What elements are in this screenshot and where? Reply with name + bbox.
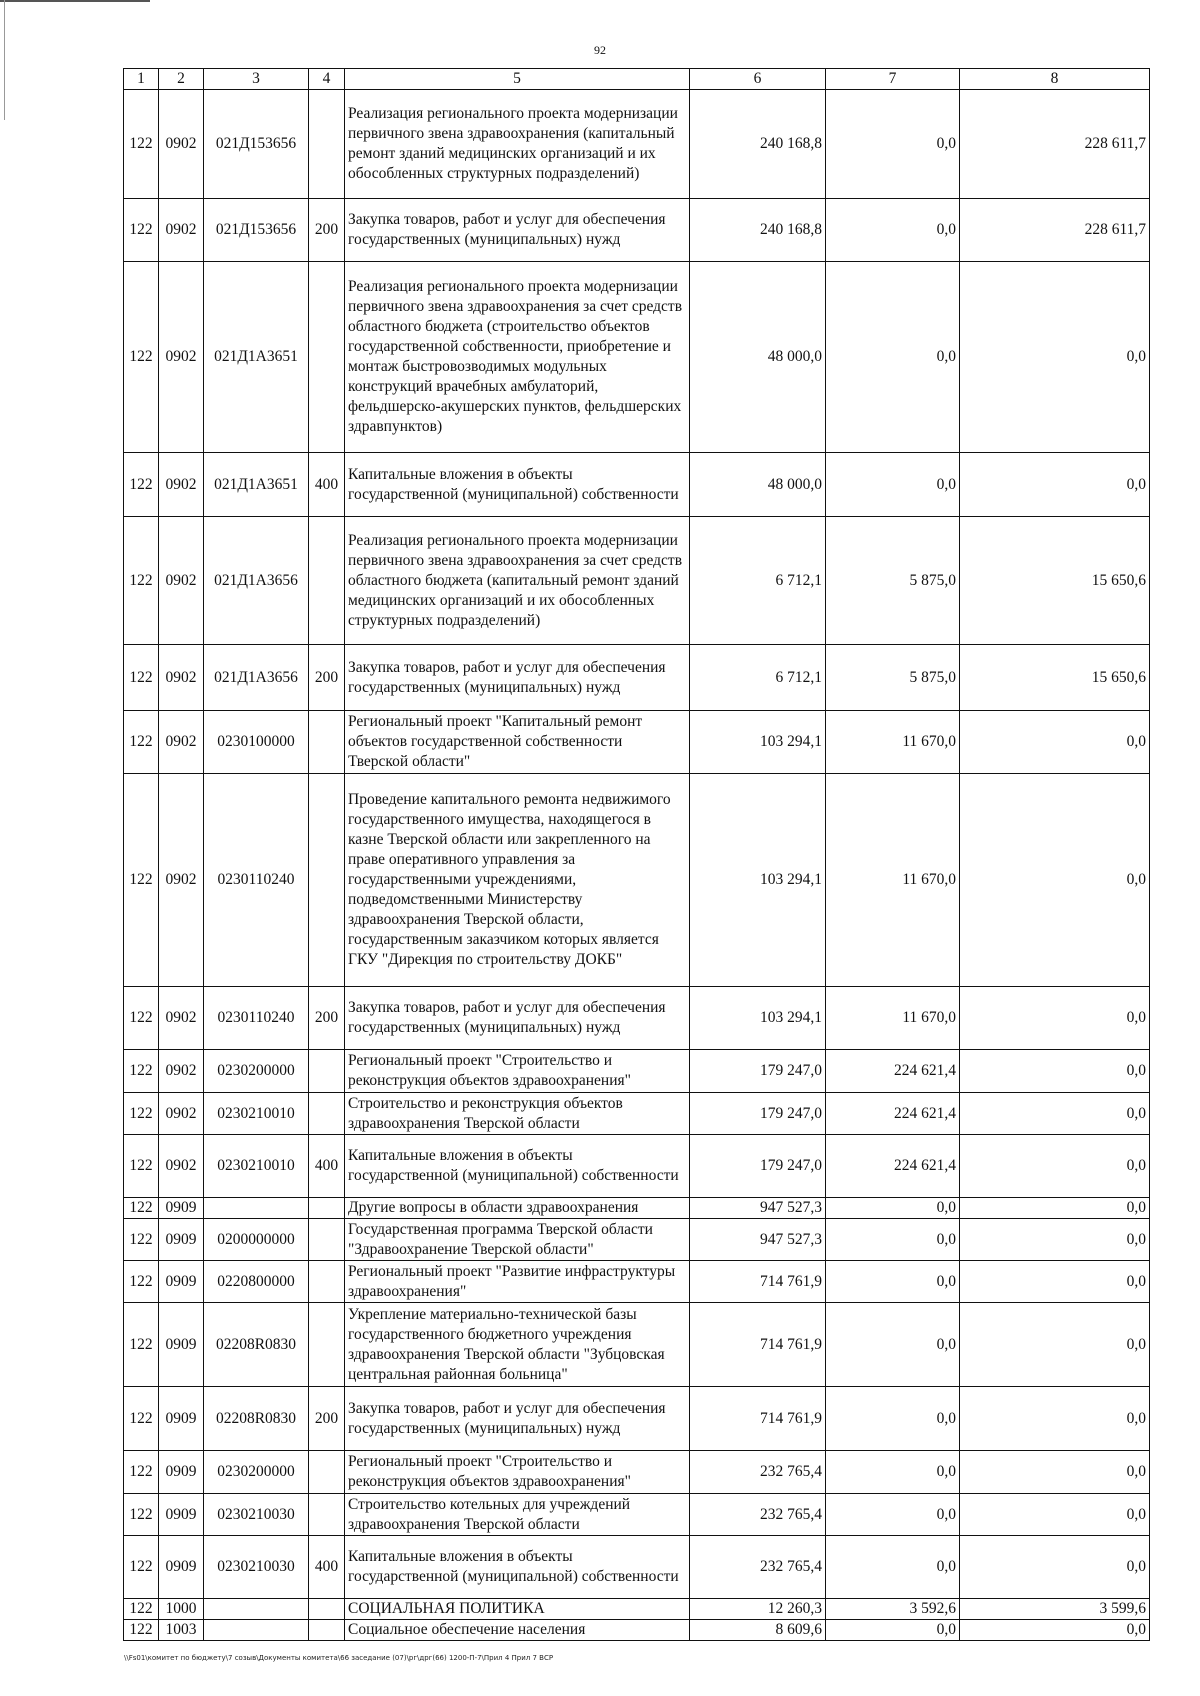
- header-row: [124, 69, 1150, 90]
- cell-description: Укрепление материально-технической базы государственного бюджетного учреждения здравоохранения Тверской области "Зубцовская центральная районная больница": [345, 1303, 690, 1387]
- cell-description: Строительство котельных для учреждений здравоохранения Тверской области: [345, 1494, 690, 1536]
- cell-section-code: 0902: [159, 774, 204, 987]
- table-row: [124, 1050, 1150, 1093]
- cell-ministry-code: 122: [124, 1050, 159, 1093]
- cell-amount-8: 0,0: [960, 1536, 1150, 1599]
- cell-amount-7: 0,0: [826, 199, 960, 262]
- cell-target-code: [204, 1620, 309, 1641]
- cell-target-code: 02208R0830: [204, 1303, 309, 1387]
- cell-amount-8: 15 650,6: [960, 645, 1150, 711]
- cell-amount-7: 0,0: [826, 1451, 960, 1494]
- cell-amount-6: 714 761,9: [690, 1387, 826, 1451]
- cell-ministry-code: 122: [124, 90, 159, 199]
- scan-artifact-line: [0, 0, 150, 2]
- cell-expense-type: [309, 1050, 345, 1093]
- cell-ministry-code: 122: [124, 1303, 159, 1387]
- cell-amount-6: 6 712,1: [690, 645, 826, 711]
- cell-description: Другие вопросы в области здравоохранения: [345, 1198, 690, 1219]
- cell-expense-type: [309, 1303, 345, 1387]
- table-row: [124, 1536, 1150, 1599]
- cell-amount-7: 0,0: [826, 1198, 960, 1219]
- cell-section-code: 0902: [159, 453, 204, 517]
- cell-amount-6: 714 761,9: [690, 1303, 826, 1387]
- cell-section-code: 0902: [159, 1093, 204, 1135]
- budget-table: [123, 68, 1150, 1641]
- cell-ministry-code: 122: [124, 774, 159, 987]
- cell-amount-7: 224 621,4: [826, 1135, 960, 1198]
- cell-section-code: 1000: [159, 1599, 204, 1620]
- cell-amount-6: 947 527,3: [690, 1198, 826, 1219]
- scan-artifact-edge: [4, 0, 5, 120]
- cell-amount-6: 103 294,1: [690, 987, 826, 1050]
- cell-amount-6: 6 712,1: [690, 517, 826, 645]
- cell-ministry-code: 122: [124, 453, 159, 517]
- cell-target-code: 0230110240: [204, 987, 309, 1050]
- column-header-5: 5: [345, 69, 690, 90]
- cell-expense-type: [309, 1093, 345, 1135]
- cell-description: Капитальные вложения в объекты государственной (муниципальной) собственности: [345, 1135, 690, 1198]
- cell-expense-type: [309, 517, 345, 645]
- cell-amount-6: 179 247,0: [690, 1135, 826, 1198]
- cell-target-code: 021Д1А3651: [204, 453, 309, 517]
- cell-amount-6: 12 260,3: [690, 1599, 826, 1620]
- cell-ministry-code: 122: [124, 1198, 159, 1219]
- table-row: [124, 1303, 1150, 1387]
- cell-expense-type: 400: [309, 1536, 345, 1599]
- cell-amount-6: 103 294,1: [690, 774, 826, 987]
- cell-amount-8: 0,0: [960, 1451, 1150, 1494]
- table-row: [124, 1451, 1150, 1494]
- cell-ministry-code: 122: [124, 645, 159, 711]
- column-header-3: 3: [204, 69, 309, 90]
- cell-target-code: 021Д153656: [204, 199, 309, 262]
- cell-description: Реализация регионального проекта модернизации первичного звена здравоохранения (капитальный ремонт зданий медицинских организаций и их обособленных структурных подразделений): [345, 90, 690, 199]
- cell-amount-8: 0,0: [960, 711, 1150, 774]
- cell-target-code: 0220800000: [204, 1261, 309, 1303]
- cell-amount-6: 232 765,4: [690, 1536, 826, 1599]
- cell-amount-7: 0,0: [826, 1303, 960, 1387]
- table-row: [124, 262, 1150, 453]
- table-row: [124, 199, 1150, 262]
- cell-ministry-code: 122: [124, 1387, 159, 1451]
- cell-description: Региональный проект "Капитальный ремонт объектов государственной собственности Тверской области": [345, 711, 690, 774]
- cell-expense-type: [309, 1599, 345, 1620]
- cell-amount-8: 3 599,6: [960, 1599, 1150, 1620]
- cell-amount-7: 0,0: [826, 262, 960, 453]
- column-header-7: 7: [826, 69, 960, 90]
- cell-amount-8: 0,0: [960, 1093, 1150, 1135]
- cell-amount-8: 228 611,7: [960, 199, 1150, 262]
- footer-file-path: \\Fs01\комитет по бюджету\7 созыв\Документы комитета\66 заседание (07)\рг\дрг(66) 1200-П-7\Прил 4 Прил 7 ВСР: [124, 1654, 554, 1662]
- cell-expense-type: [309, 1451, 345, 1494]
- cell-target-code: 021Д153656: [204, 90, 309, 199]
- cell-section-code: 0902: [159, 1135, 204, 1198]
- table-row: [124, 987, 1150, 1050]
- cell-amount-8: 0,0: [960, 453, 1150, 517]
- cell-amount-8: 0,0: [960, 1303, 1150, 1387]
- cell-expense-type: 200: [309, 199, 345, 262]
- cell-expense-type: 200: [309, 987, 345, 1050]
- cell-description: Региональный проект "Строительство и реконструкция объектов здравоохранения": [345, 1050, 690, 1093]
- cell-description: Закупка товаров, работ и услуг для обеспечения государственных (муниципальных) нужд: [345, 645, 690, 711]
- cell-ministry-code: 122: [124, 1599, 159, 1620]
- cell-section-code: 0902: [159, 90, 204, 199]
- cell-amount-7: 224 621,4: [826, 1093, 960, 1135]
- cell-amount-7: 0,0: [826, 1387, 960, 1451]
- table-row: [124, 1494, 1150, 1536]
- cell-target-code: 021Д1А3656: [204, 645, 309, 711]
- table-row: [124, 1219, 1150, 1261]
- cell-description: СОЦИАЛЬНАЯ ПОЛИТИКА: [345, 1599, 690, 1620]
- table-row: [124, 1620, 1150, 1641]
- cell-amount-8: 0,0: [960, 1219, 1150, 1261]
- cell-target-code: 0230210030: [204, 1494, 309, 1536]
- cell-amount-7: 0,0: [826, 1536, 960, 1599]
- cell-amount-8: 0,0: [960, 1261, 1150, 1303]
- cell-section-code: 0909: [159, 1536, 204, 1599]
- cell-amount-8: 0,0: [960, 1198, 1150, 1219]
- cell-section-code: 0902: [159, 711, 204, 774]
- cell-ministry-code: 122: [124, 199, 159, 262]
- cell-expense-type: [309, 90, 345, 199]
- table-row: [124, 453, 1150, 517]
- cell-description: Капитальные вложения в объекты государственной (муниципальной) собственности: [345, 453, 690, 517]
- column-header-4: 4: [309, 69, 345, 90]
- cell-amount-6: 48 000,0: [690, 453, 826, 517]
- cell-section-code: 0902: [159, 517, 204, 645]
- cell-section-code: 0902: [159, 987, 204, 1050]
- cell-expense-type: 200: [309, 645, 345, 711]
- cell-amount-8: 0,0: [960, 262, 1150, 453]
- cell-expense-type: [309, 262, 345, 453]
- cell-section-code: 0902: [159, 262, 204, 453]
- cell-ministry-code: 122: [124, 517, 159, 645]
- cell-expense-type: [309, 1620, 345, 1641]
- cell-description: Закупка товаров, работ и услуг для обеспечения государственных (муниципальных) нужд: [345, 1387, 690, 1451]
- cell-target-code: 0230100000: [204, 711, 309, 774]
- cell-description: Региональный проект "Строительство и реконструкция объектов здравоохранения": [345, 1451, 690, 1494]
- cell-target-code: 0230210010: [204, 1135, 309, 1198]
- cell-expense-type: 400: [309, 1135, 345, 1198]
- cell-amount-6: 103 294,1: [690, 711, 826, 774]
- cell-amount-7: 0,0: [826, 90, 960, 199]
- cell-amount-7: 0,0: [826, 1219, 960, 1261]
- cell-amount-8: 0,0: [960, 1387, 1150, 1451]
- cell-expense-type: [309, 1198, 345, 1219]
- table-row: [124, 517, 1150, 645]
- cell-ministry-code: 122: [124, 1135, 159, 1198]
- cell-section-code: 0909: [159, 1494, 204, 1536]
- cell-amount-6: 179 247,0: [690, 1050, 826, 1093]
- cell-ministry-code: 122: [124, 1093, 159, 1135]
- cell-target-code: 02208R0830: [204, 1387, 309, 1451]
- cell-amount-6: 947 527,3: [690, 1219, 826, 1261]
- table-row: [124, 711, 1150, 774]
- cell-target-code: [204, 1198, 309, 1219]
- cell-section-code: 0909: [159, 1303, 204, 1387]
- table-row: [124, 1261, 1150, 1303]
- cell-amount-8: 0,0: [960, 774, 1150, 987]
- cell-amount-6: 232 765,4: [690, 1494, 826, 1536]
- cell-description: Социальное обеспечение населения: [345, 1620, 690, 1641]
- cell-expense-type: [309, 1219, 345, 1261]
- cell-amount-7: 5 875,0: [826, 517, 960, 645]
- cell-ministry-code: 122: [124, 1261, 159, 1303]
- cell-amount-6: 240 168,8: [690, 199, 826, 262]
- cell-amount-8: 0,0: [960, 1135, 1150, 1198]
- cell-amount-7: 5 875,0: [826, 645, 960, 711]
- cell-amount-6: 8 609,6: [690, 1620, 826, 1641]
- cell-amount-6: 48 000,0: [690, 262, 826, 453]
- cell-amount-7: 0,0: [826, 453, 960, 517]
- cell-description: Реализация регионального проекта модернизации первичного звена здравоохранения за счет средств областного бюджета (строительство объектов государственной собственности, приобретение и монтаж быстровозводимых модульных конструкций врачебных амбулаторий, фельдшерско-акушерских пунктов, фельдшерских здравпунктов): [345, 262, 690, 453]
- cell-amount-8: 228 611,7: [960, 90, 1150, 199]
- cell-section-code: 0909: [159, 1219, 204, 1261]
- cell-expense-type: [309, 774, 345, 987]
- cell-section-code: 0909: [159, 1387, 204, 1451]
- cell-description: Капитальные вложения в объекты государственной (муниципальной) собственности: [345, 1536, 690, 1599]
- table-row: [124, 645, 1150, 711]
- cell-expense-type: [309, 1261, 345, 1303]
- cell-target-code: 021Д1А3651: [204, 262, 309, 453]
- table-row: [124, 774, 1150, 987]
- cell-ministry-code: 122: [124, 987, 159, 1050]
- cell-expense-type: [309, 711, 345, 774]
- cell-section-code: 0909: [159, 1451, 204, 1494]
- table-row: [124, 1135, 1150, 1198]
- cell-amount-7: 11 670,0: [826, 774, 960, 987]
- cell-section-code: 0909: [159, 1198, 204, 1219]
- cell-amount-7: 0,0: [826, 1494, 960, 1536]
- cell-ministry-code: 122: [124, 1494, 159, 1536]
- cell-description: Закупка товаров, работ и услуг для обеспечения государственных (муниципальных) нужд: [345, 199, 690, 262]
- cell-amount-6: 179 247,0: [690, 1093, 826, 1135]
- page-number: 92: [594, 43, 606, 57]
- table-row: [124, 90, 1150, 199]
- cell-amount-8: 15 650,6: [960, 517, 1150, 645]
- cell-expense-type: 400: [309, 453, 345, 517]
- cell-ministry-code: 122: [124, 1219, 159, 1261]
- cell-amount-7: 3 592,6: [826, 1599, 960, 1620]
- cell-target-code: 021Д1А3656: [204, 517, 309, 645]
- cell-section-code: 0902: [159, 645, 204, 711]
- cell-amount-8: 0,0: [960, 1620, 1150, 1641]
- cell-amount-8: 0,0: [960, 1050, 1150, 1093]
- cell-section-code: 1003: [159, 1620, 204, 1641]
- table-row: [124, 1599, 1150, 1620]
- cell-expense-type: 200: [309, 1387, 345, 1451]
- cell-section-code: 0902: [159, 1050, 204, 1093]
- cell-amount-7: 11 670,0: [826, 987, 960, 1050]
- cell-description: Региональный проект "Развитие инфраструктуры здравоохранения": [345, 1261, 690, 1303]
- cell-amount-8: 0,0: [960, 1494, 1150, 1536]
- cell-target-code: 0230210010: [204, 1093, 309, 1135]
- cell-target-code: [204, 1599, 309, 1620]
- cell-ministry-code: 122: [124, 1536, 159, 1599]
- cell-ministry-code: 122: [124, 262, 159, 453]
- cell-amount-6: 714 761,9: [690, 1261, 826, 1303]
- cell-description: Государственная программа Тверской области "Здравоохранение Тверской области": [345, 1219, 690, 1261]
- cell-target-code: 0230200000: [204, 1451, 309, 1494]
- cell-ministry-code: 122: [124, 1451, 159, 1494]
- cell-ministry-code: 122: [124, 711, 159, 774]
- cell-ministry-code: 122: [124, 1620, 159, 1641]
- cell-description: Строительство и реконструкция объектов здравоохранения Тверской области: [345, 1093, 690, 1135]
- cell-target-code: 0230210030: [204, 1536, 309, 1599]
- cell-description: Проведение капитального ремонта недвижимого государственного имущества, находящегося в казне Тверской области или закрепленного на праве оперативного управления за государственными учреждениями, подведомственными Министерству здравоохранения Тверской области, государственным заказчиком которых является ГКУ "Дирекция по строительству ДОКБ": [345, 774, 690, 987]
- cell-amount-6: 240 168,8: [690, 90, 826, 199]
- cell-description: Закупка товаров, работ и услуг для обеспечения государственных (муниципальных) нужд: [345, 987, 690, 1050]
- cell-section-code: 0909: [159, 1261, 204, 1303]
- column-header-1: 1: [124, 69, 159, 90]
- cell-amount-8: 0,0: [960, 987, 1150, 1050]
- cell-amount-7: 0,0: [826, 1261, 960, 1303]
- cell-amount-6: 232 765,4: [690, 1451, 826, 1494]
- cell-amount-7: 0,0: [826, 1620, 960, 1641]
- cell-amount-7: 224 621,4: [826, 1050, 960, 1093]
- column-header-8: 8: [960, 69, 1150, 90]
- table-row: [124, 1198, 1150, 1219]
- cell-target-code: 0230200000: [204, 1050, 309, 1093]
- cell-amount-7: 11 670,0: [826, 711, 960, 774]
- table-row: [124, 1093, 1150, 1135]
- cell-expense-type: [309, 1494, 345, 1536]
- table-row: [124, 1387, 1150, 1451]
- column-header-6: 6: [690, 69, 826, 90]
- cell-description: Реализация регионального проекта модернизации первичного звена здравоохранения за счет средств областного бюджета (капитальный ремонт зданий медицинских организаций и их обособленных структурных подразделений): [345, 517, 690, 645]
- cell-section-code: 0902: [159, 199, 204, 262]
- column-header-2: 2: [159, 69, 204, 90]
- cell-target-code: 0230110240: [204, 774, 309, 987]
- cell-target-code: 0200000000: [204, 1219, 309, 1261]
